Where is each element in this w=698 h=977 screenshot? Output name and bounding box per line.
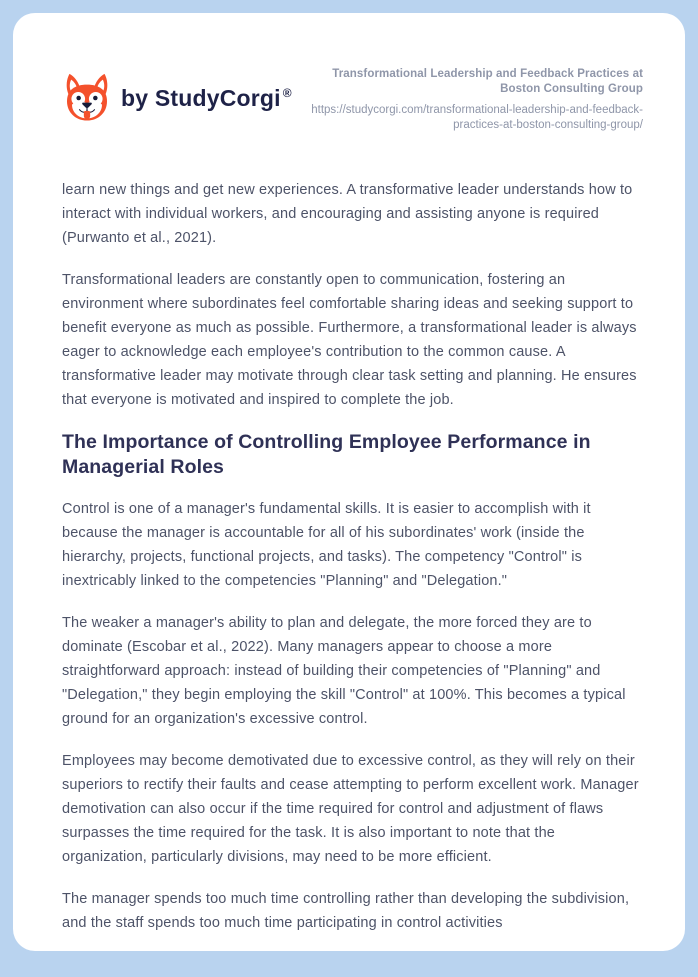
page-background (0, 13, 698, 977)
document-card (13, 13, 685, 951)
paragraph: Employees may become demotivated due to excessive control, as they will rely on their superiors to rectify their faults and cease attempting to perform excellent work. Manager demotivation can also occur if the time required for control and adjustment of flaws surpasses the time required for the task. It is also important to note that the organization, particularly divisions, may need to be more efficient. (62, 753, 639, 865)
logo-brand-text (121, 85, 292, 112)
document-meta (298, 67, 643, 133)
paragraph-continuation: learn new things and get new experiences. A transformative leader understands how to interact with individual workers, and encouraging and assisting anyone is required (Purwanto et al., 2021). (62, 182, 633, 246)
document-title: Transformational Leadership and Feedback Practices at Boston Consulting Group (332, 68, 643, 95)
paragraph-truncated: The manager spends too much time controlling rather than developing the subdivision, and the staff spends too much time participating in control activities (62, 891, 630, 931)
document-header (62, 67, 643, 133)
studycorgi-logo (62, 67, 292, 127)
paragraph: The weaker a manager's ability to plan and delegate, the more forced they are to dominate (Escobar et al., 2022). Many managers appear to choose a more straightforward approach: instead of building their competencies of "Planning" and "Delegation," they begin employing the skill "Control" at 100%. This becomes a typical ground for an organization's excessive control. (62, 615, 626, 727)
corgi-logo-icon (62, 69, 112, 127)
logo-brand-label: by StudyCorgi (121, 84, 281, 111)
section-heading: The Importance of Controlling Employee Performance in Managerial Roles (62, 431, 591, 478)
document-url[interactable]: https://studycorgi.com/transformational-leadership-and-feedback-practices-at-boston-consulting-group/ (311, 104, 643, 131)
paragraph: Transformational leaders are constantly open to communication, fostering an environment where subordinates feel comfortable sharing ideas and seeking support to benefit everyone as much as possible. Furthermore, a transformational leader is always eager to acknowledge each employee's contribution to the common cause. A transformative leader may motivate through clear task setting and planning. He ensures that everyone is motivated and inspired to complete the job. (62, 272, 637, 408)
article-body (62, 178, 643, 935)
registered-trademark: ® (282, 85, 292, 100)
paragraph: Control is one of a manager's fundamental skills. It is easier to accomplish with it because the manager is accountable for all of his subordinates' work (inside the hierarchy, projects, functional projects, and tasks). The competency "Control" is inextricably linked to the competencies "Planning" and "Delegation." (62, 501, 591, 589)
